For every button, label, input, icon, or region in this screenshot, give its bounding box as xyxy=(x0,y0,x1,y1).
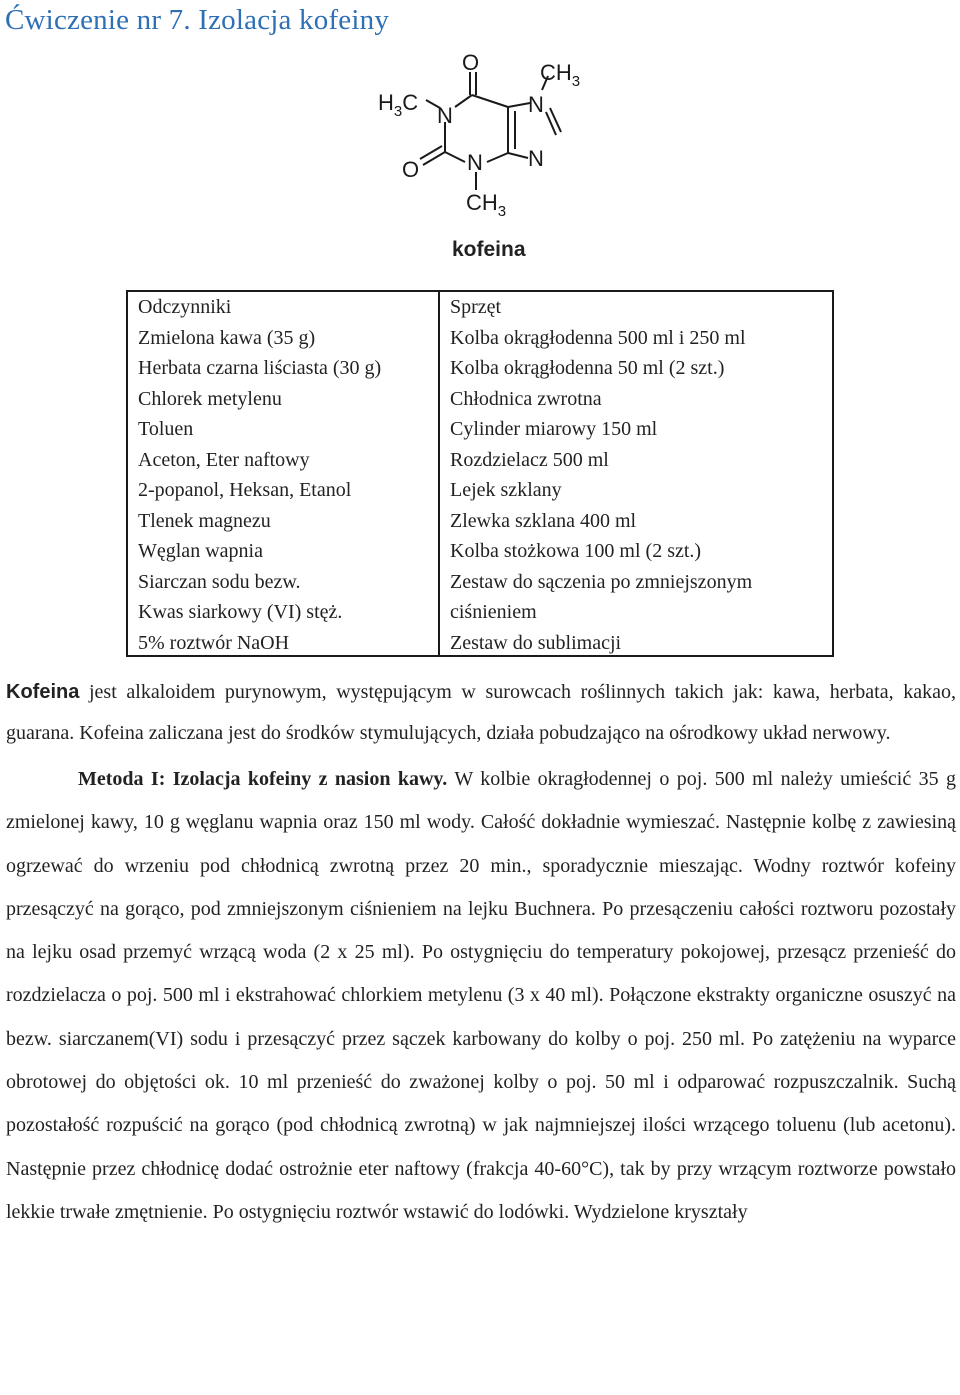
equipment-item: Rozdzielacz 500 ml xyxy=(450,448,609,471)
ch3-top-label: $CH_3$ xyxy=(540,60,581,90)
equipment-item: ciśnieniem xyxy=(450,601,537,623)
intro-bold-term: Kofeina xyxy=(6,681,80,703)
equipment-item: Zestaw do sublimacji xyxy=(450,631,622,654)
body-text xyxy=(6,672,956,1234)
reagent-item: 2-popanol, Heksan, Etanol xyxy=(138,479,352,501)
reagents-box xyxy=(126,290,440,657)
equipment-item: Zestaw do sączenia po zmniejszonym xyxy=(450,570,753,593)
oxygen-top-label: O xyxy=(462,50,480,75)
reagent-item: Zmielona kawa (35 g) xyxy=(138,326,316,349)
method-text: W kolbie okragłodennej o poj. 500 ml należy umieścić 35 g zmielonej kawy, 10 g węglanu wapnia oraz 150 ml wody. Całość dokładnie wymieszać. Następnie kolbę z zawiesiną ogrzewać do wrzeniu pod chłodnicą zwrotną przez 20 min., sporadycznie mieszając. Wodny roztwór kofeiny przesączyć na gorąco, pod zmniejszonym ciśnieniem na lejku Buchnera. Po przesączeniu całości roztworu pozostały na lejku osad przemyć wrzącą woda (2 x 25 ml). Po ostygnięciu do temperatury pokojowej, przesącz przenieść do rozdzielacza o poj. 500 ml i ekstrahować chlorkiem metylenu (3 x 40 ml). Połączone ekstrakty organiczne osuszyć na bezw. siarczanem(VI) sodu i przesączyć przez sączek karbowany do kolby o poj. 250 ml. Po zatężeniu na wyparce obrotowej do objętości ok. 10 ml przenieść do zważonej kolby o poj. 50 ml i odparować rozpuszczalnik. Suchą pozostałość rozpuścić na gorąco (pod chłodnicą zwrotną) w jak najmniejszej ilości wrzącego toluenu (lub acetonu). Następnie przez chłodnicę dodać ostrożnie eter naftowy (frakcja 40-60°C), tak by przy wrzącym roztworze powstało lekkie trwałe zmętnienie. Po ostygnięciu roztwór wstawić do lodówki. Wydzielone kryształy xyxy=(6,768,956,1223)
reagent-item: Tlenek magnezu xyxy=(138,509,271,532)
reagents-header: Odczynniki xyxy=(138,296,232,318)
equipment-item: Cylinder miarowy 150 ml xyxy=(450,418,658,440)
reagent-item: Herbata czarna liściasta (30 g) xyxy=(138,357,382,379)
molecule-name: kofeina xyxy=(452,238,526,261)
method-heading: Metoda I: Izolacja kofeiny z nasion kawy. xyxy=(78,768,448,790)
reagent-item: Aceton, Eter naftowy xyxy=(138,448,310,471)
equipment-item: Kolba stożkowa 100 ml (2 szt.) xyxy=(450,540,702,562)
method-paragraph xyxy=(6,758,956,1234)
n7-label: N xyxy=(528,92,544,117)
equipment-box xyxy=(440,290,834,657)
equipment-item: Lejek szklany xyxy=(450,479,562,501)
equipment-list xyxy=(450,292,752,658)
reagent-item: Kwas siarkowy (VI) stęż. xyxy=(138,601,343,623)
equipment-item: Chłodnica zwrotna xyxy=(450,387,602,410)
reagent-item: 5% roztwór NaOH xyxy=(138,631,290,654)
equipment-item: Zlewka szklana 400 ml xyxy=(450,509,637,532)
reagent-item: Siarczan sodu bezw. xyxy=(138,570,301,593)
n1-label: N xyxy=(437,103,453,128)
intro-paragraph xyxy=(6,672,956,753)
n9-label: N xyxy=(528,146,544,171)
n3-label: N xyxy=(467,150,483,175)
equipment-item: Kolba okrągłodenna 500 ml i 250 ml xyxy=(450,326,746,349)
intro-text: jest alkaloidem purynowym, występującym w surowcach roślinnych takich jak: kawa, herbata, kakao, guarana. Kofeina zaliczana jest do środków stymulujących, działa pobudzająco na ośrodkowy układ nerwowy. xyxy=(6,681,956,744)
ch3-bottom-label: $CH_3$ xyxy=(466,190,507,220)
reagent-item: Chlorek metylenu xyxy=(138,387,282,410)
equipment-header: Sprzęt xyxy=(450,296,502,318)
h3c-left-label: $H_3C$ xyxy=(378,90,419,120)
oxygen-left-label: O xyxy=(402,157,420,182)
caffeine-structure xyxy=(370,42,610,222)
reagent-item: Węglan wapnia xyxy=(138,540,263,562)
page-title: Ćwiczenie nr 7. Izolacja kofeiny xyxy=(5,4,390,36)
reagent-item: Toluen xyxy=(138,418,194,440)
reagents-list xyxy=(138,292,381,658)
equipment-item: Kolba okrągłodenna 50 ml (2 szt.) xyxy=(450,357,725,379)
